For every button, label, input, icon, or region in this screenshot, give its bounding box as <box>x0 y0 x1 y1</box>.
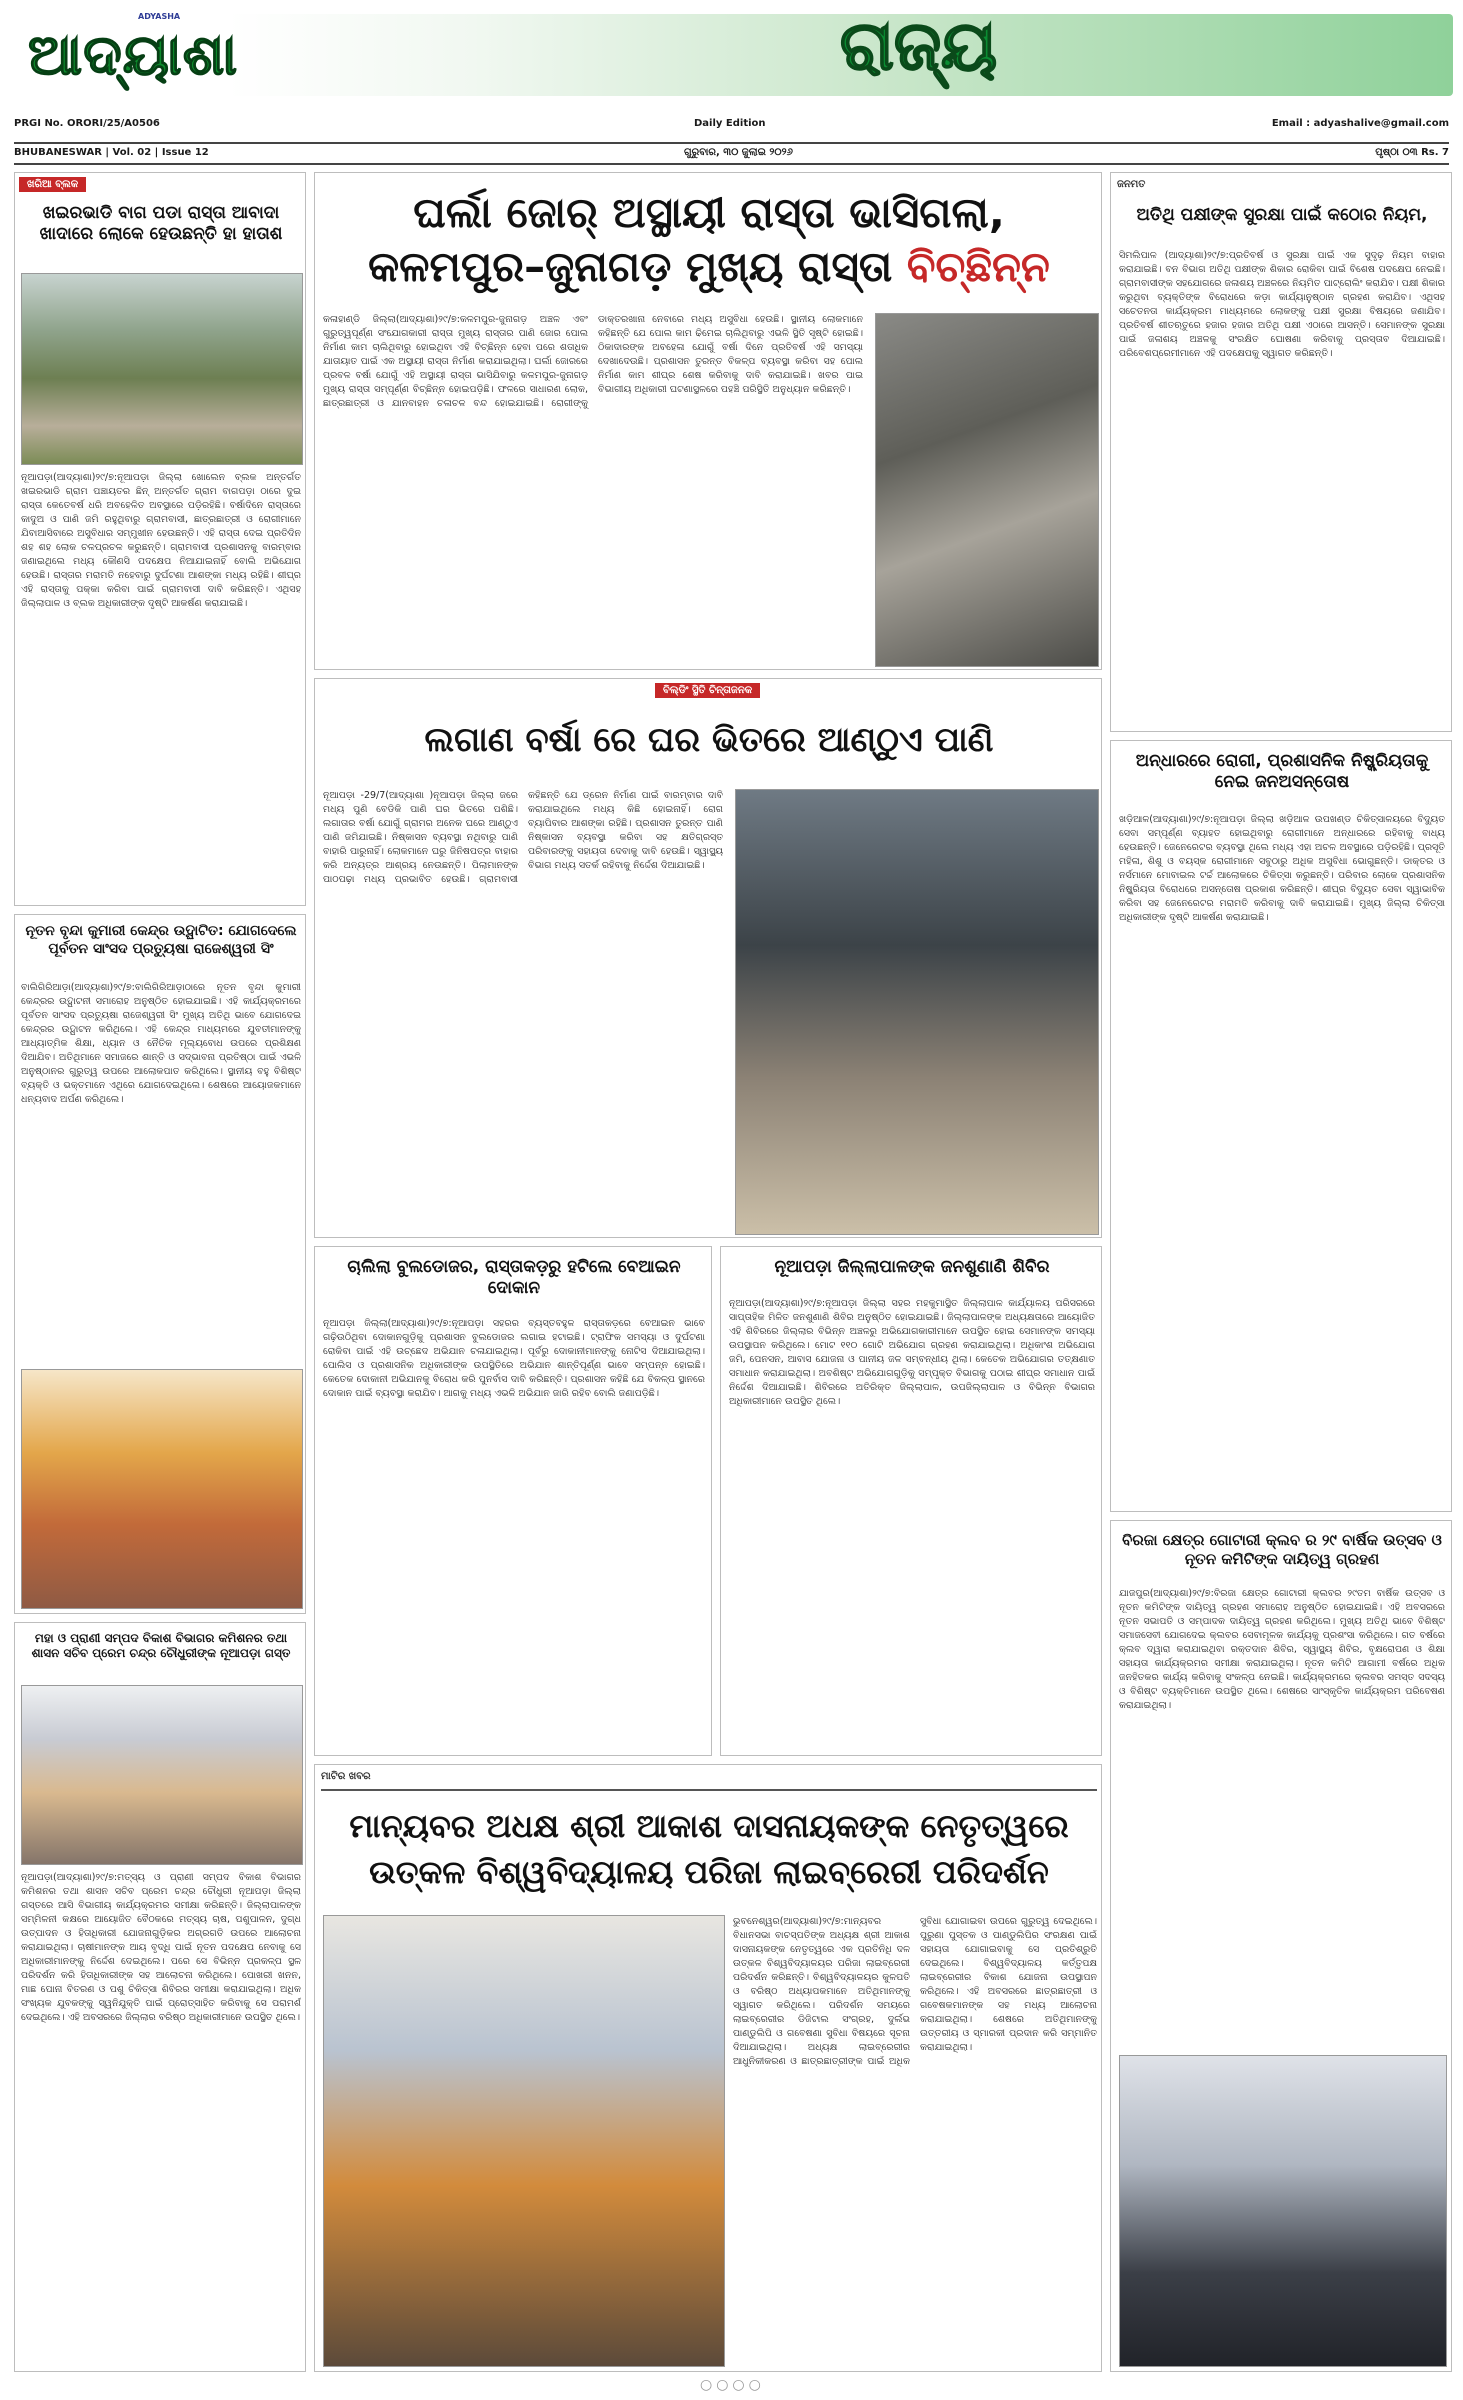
article-body: ନୂଆପଡ଼ା(ଆଦ୍ୟାଶା)୨୯/୭:ନୂଆପଡ଼ା ଜିଲ୍ଲା ସହର ମହକୁମାସ୍ଥିତ ଜିଲ୍ଲାପାଳ କାର୍ଯ୍ୟାଳୟ ପରିସରରେ ସାପ୍ତାହିକ ମିଳିତ ଜନଶୁଣାଣି ଶିବିର ଅନୁଷ୍ଠିତ ହୋଇଯାଇଛି। ଜିଲ୍ଲାପାଳଙ୍କ ଅଧ୍ୟକ୍ଷତାରେ ଆୟୋଜିତ ଏହି ଶିବିରରେ ଜିଲ୍ଲାର ବିଭିନ୍ନ ଅଞ୍ଚଳରୁ ଅଭିଯୋଗକାରୀମାନେ ଉପସ୍ଥିତ ହୋଇ ସେମାନଙ୍କ ସମସ୍ୟା ଉପସ୍ଥାପନ କରିଥିଲେ। ମୋଟ ୧୧୦ ଗୋଟି ଅଭିଯୋଗ ଗ୍ରହଣ କରାଯାଇଥିଲା। ଅଧିକାଂଶ ଅଭିଯୋଗ ଜମି, ପେନସନ, ଆବାସ ଯୋଜନା ଓ ପାନୀୟ ଜଳ ସମ୍ବନ୍ଧୀୟ ଥିଲା। କେତେକ ଅଭିଯୋଗର ତତ୍କ୍ଷଣାତ ସମାଧାନ କରାଯାଇଥିଲା। ଅବଶିଷ୍ଟ ଅଭିଯୋଗଗୁଡ଼ିକୁ ସମ୍ପୃକ୍ତ ବିଭାଗକୁ ପଠାଇ ଶୀଘ୍ର ସମାଧାନ ପାଇଁ ନିର୍ଦ୍ଦେଶ ଦିଆଯାଇଛି। ଶିବିରରେ ଅତିରିକ୍ତ ଜିଲ୍ଲାପାଳ, ଉପଜିଲ୍ଲାପାଳ ଓ ବିଭିନ୍ନ ବିଭାଗର ଅଧିକାରୀମାନେ ଉପସ୍ଥିତ ଥିଲେ। <box>729 1298 1095 1407</box>
article-kalampur-road[interactable] <box>314 172 1102 670</box>
washed-road-photo <box>875 313 1099 667</box>
article-headline: ଅନ୍ଧାରରେ ରୋଗୀ, ପ୍ରଶାସନିକ ନିଷ୍କ୍ରିୟତାକୁ ନେଇ ଜନଅସନ୍ତୋଷ <box>1135 751 1429 793</box>
flooded-house-photo <box>735 789 1099 1235</box>
article-rotary-club[interactable] <box>1110 1520 1452 2372</box>
article-headline: ଚାଲିଲା ବୁଲଡୋଜର, ରାସ୍ତାକଡ଼ରୁ ହଟିଲେ ବେଆଇନ ଦୋକାନ <box>347 1257 681 1299</box>
article-grievance-camp[interactable] <box>720 1246 1102 1756</box>
divider <box>321 1789 1097 1791</box>
article-headline-line1: ଘର୍ଲା ଜୋର୍ ଅସ୍ଥାୟୀ ରାସ୍ତା ଭାସିଗଲା, <box>413 188 1005 237</box>
article-label: ଜନମତ <box>1117 179 1146 190</box>
info-row-top <box>14 118 1449 134</box>
article-headline: ଖଇରଭାଡି ବାଗ ପଡା ରାସ୍ତା ଆବାଦା ଖାଦାରେ ଲୋକେ ହେଉଛନ୍ତି ହା ହାତାଶ <box>39 203 283 245</box>
road-photo <box>21 273 303 465</box>
article-body: ନୂଆପଡ଼ା(ଆଦ୍ୟାଶା)୨୯/୭:ନୂଆପଡ଼ା ଜିଲ୍ଲା ଖୋଲେନ ବ୍ଲକ ଅନ୍ତର୍ଗତ ଖଇରଭାଡି ଗ୍ରାମ ପଞ୍ଚାୟତର ଛିନ୍ ଅନ୍ତର୍ଗତ ଗ୍ରାମ ବାଗପଡ଼ା ଠାରେ ଦୁଇ ରାସ୍ତା କେତେବର୍ଷ ଧରି ଅବହେଳିତ ଅବସ୍ଥାରେ ପଡ଼ିରହିଛି। ବର୍ଷାଦିନେ ରାସ୍ତାରେ କାଦୁଅ ଓ ପାଣି ଜମି ରହୁଥିବାରୁ ଗ୍ରାମବାସୀ, ଛାତ୍ରଛାତ୍ରୀ ଓ ରୋଗୀମାନେ ଯିବାଆସିବାରେ ଅସୁବିଧାର ସମ୍ମୁଖୀନ ହେଉଛନ୍ତି। ଏହି ରାସ୍ତା ଦେଇ ପ୍ରତିଦିନ ଶହ ଶହ ଲୋକ ଚଳପ୍ରଚଳ କରୁଛନ୍ତି। ଗ୍ରାମବାସୀ ପ୍ରଶାସନକୁ ବାରମ୍ବାର ଜଣାଇଥିଲେ ମଧ୍ୟ କୌଣସି ପଦକ୍ଷେପ ନିଆଯାଇନାହିଁ ବୋଲି ଅଭିଯୋଗ ହେଉଛି। ରାସ୍ତାର ମରାମତି ନହେବାରୁ ଦୁର୍ଘଟଣା ଆଶଙ୍କା ମଧ୍ୟ ରହିଛି। ଶୀଘ୍ର ଏହି ରାସ୍ତାକୁ ପକ୍କା କରିବା ପାଇଁ ଗ୍ରାମବାସୀ ଦାବି କରିଛନ୍ତି। ଏଥିସହ ଜିଲ୍ଲାପାଳ ଓ ବ୍ଲକ ଅଧିକାରୀଙ୍କ ଦୃଷ୍ଟି ଆକର୍ଷଣ କରାଯାଇଛି। <box>21 472 301 609</box>
newspaper-logo[interactable] <box>20 8 239 104</box>
article-guest-birds[interactable] <box>1110 172 1452 732</box>
article-headline-line2: ଉତ୍କଳ ବିଶ୍ୱବିଦ୍ୟାଳୟ ପରିଜା ଲାଇବ୍ରେରୀ ପରିଦର୍ଶନ <box>369 1853 1049 1891</box>
article-headline-line2 <box>321 241 1097 293</box>
article-body: ଖଡ଼ିଆଳ(ଆଦ୍ୟାଶା)୨୯/୭:ନୂଆପଡ଼ା ଜିଲ୍ଲା ଖଡ଼ିଆଳ ଉପଖଣ୍ଡ ଚିକିତ୍ସାଳୟରେ ବିଦ୍ୟୁତ ସେବା ସମ୍ପୂର୍ଣ୍ଣ ବ୍ୟାହତ ହୋଇଥିବାରୁ ରୋଗୀମାନେ ଅନ୍ଧାରରେ ରହିବାକୁ ବାଧ୍ୟ ହେଉଛନ୍ତି। ଜେନେରେଟର ବ୍ୟବସ୍ଥା ଥିଲେ ମଧ୍ୟ ଏହା ଅଚଳ ଅବସ୍ଥାରେ ପଡ଼ିରହିଛି। ପ୍ରସୂତି ମହିଳା, ଶିଶୁ ଓ ବୟସ୍କ ରୋଗୀମାନେ ସବୁଠାରୁ ଅଧିକ ଅସୁବିଧା ଭୋଗୁଛନ୍ତି। ଡାକ୍ତର ଓ ନର୍ସମାନେ ମୋବାଇଲ ଟର୍ଚ୍ଚ ଆଲୋକରେ ଚିକିତ୍ସା କରୁଛନ୍ତି। ପରିବାର ଲୋକେ ପ୍ରଶାସନିକ ନିଷ୍କ୍ରିୟତା ବିରୋଧରେ ଅସନ୍ତୋଷ ପ୍ରକାଶ କରିଛନ୍ତି। ଶୀଘ୍ର ବିଦ୍ୟୁତ ସେବା ସ୍ୱାଭାବିକ କରିବା ସହ ଜେନେରେଟର ମରାମତି କରିବାକୁ ଦାବି କରାଯାଇଛି। ମୁଖ୍ୟ ଜିଲ୍ଲା ଚିକିତ୍ସା ଅଧିକାରୀଙ୍କ ଦୃଷ୍ଟି ଆକର୍ଷଣ କରାଯାଇଛି। <box>1119 814 1445 923</box>
library-visit-photo <box>323 1915 725 2367</box>
article-body: ଯାଜପୁର(ଆଦ୍ୟାଶା)୨୯/୭:ବିରଜା କ୍ଷେତ୍ର ଗୋଟାରୀ କ୍ଲବର ୨୯ତମ ବାର୍ଷିକ ଉତ୍ସବ ଓ ନୂତନ କମିଟିଙ୍କ ଦାୟିତ୍ୱ ଗ୍ରହଣ ସମାରୋହ ଅନୁଷ୍ଠିତ ହୋଇଯାଇଛି। ଏହି ଅବସରରେ ନୂତନ ସଭାପତି ଓ ସମ୍ପାଦକ ଦାୟିତ୍ୱ ଗ୍ରହଣ କରିଥିଲେ। ମୁଖ୍ୟ ଅତିଥି ଭାବେ ବିଶିଷ୍ଟ ସମାଜସେବୀ ଯୋଗଦେଇ କ୍ଲବର ସେବାମୂଳକ କାର୍ଯ୍ୟକୁ ପ୍ରଶଂସା କରିଥିଲେ। ଗତ ବର୍ଷରେ କ୍ଲବ ଦ୍ୱାରା କରାଯାଇଥିବା ରକ୍ତଦାନ ଶିବିର, ସ୍ୱାସ୍ଥ୍ୟ ଶିବିର, ବୃକ୍ଷରୋପଣ ଓ ଶିକ୍ଷା ସହାୟତା କାର୍ଯ୍ୟକ୍ରମର ସମୀକ୍ଷା କରାଯାଇଥିଲା। ନୂତନ କମିଟି ଆଗାମୀ ବର୍ଷରେ ଅଧିକ ଜନହିତକର କାର୍ଯ୍ୟ କରିବାକୁ ସଂକଳ୍ପ ନେଇଛି। କାର୍ଯ୍ୟକ୍ରମରେ କ୍ଲବର ସମସ୍ତ ସଦସ୍ୟ ଓ ବିଶିଷ୍ଟ ବ୍ୟକ୍ତିମାନେ ଉପସ୍ଥିତ ଥିଲେ। ଶେଷରେ ସାଂସ୍କୃତିକ କାର୍ଯ୍ୟକ୍ରମ ପରିବେଷଣ କରାଯାଇଥିଲା। <box>1119 1588 1445 1711</box>
article-label: ମାଟିର ଖବର <box>321 1771 371 1782</box>
place-volume-issue: BHUBANESWAR | Vol. 02 | Issue 12 <box>14 147 209 158</box>
logo-tagline: ADYASHA <box>138 12 181 21</box>
article-body: ସିମଲିପାଳ (ଆଦ୍ୟାଶା)୨୯/୭:ପ୍ରତିବର୍ଷ ଓ ସୁରକ୍ଷା ପାଇଁ ଏକ ସୁଦୃଢ଼ ନିୟମ ବାହାର କରାଯାଇଛି। ବନ ବିଭାଗ ଅତିଥି ପକ୍ଷୀଙ୍କ ଶିକାର ରୋକିବା ପାଇଁ ବିଶେଷ ପଦକ୍ଷେପ ନେଇଛି। ଗ୍ରାମବାସୀଙ୍କ ସହଯୋଗରେ ଜଳାଶୟ ଅଞ୍ଚଳରେ ନିୟମିତ ପାଟ୍ରୋଲିଂ କରାଯିବ। ପକ୍ଷୀ ଶିକାର କରୁଥିବା ବ୍ୟକ୍ତିଙ୍କ ବିରୋଧରେ କଡ଼ା କାର୍ଯ୍ୟାନୁଷ୍ଠାନ ଗ୍ରହଣ କରାଯିବ। ଏଥିସହ ସଚେତନତା କାର୍ଯ୍ୟକ୍ରମ ମାଧ୍ୟମରେ ଲୋକଙ୍କୁ ପକ୍ଷୀ ସୁରକ୍ଷା ବିଷୟରେ ଜଣାଯିବ। ପ୍ରତିବର୍ଷ ଶୀତଋତୁରେ ହଜାର ହଜାର ଅତିଥି ପକ୍ଷୀ ଏଠାରେ ଆସନ୍ତି। ସେମାନଙ୍କ ସୁରକ୍ଷା ପାଇଁ ଜଳାଶୟ ଅଞ୍ଚଳକୁ ସଂରକ୍ଷିତ ଘୋଷଣା କରିବାକୁ ପ୍ରସ୍ତାବ ଦିଆଯାଇଛି। ପରିବେଶପ୍ରେମୀମାନେ ଏହି ପଦକ୍ଷେପକୁ ସ୍ୱାଗତ କରିଛନ୍ତି। <box>1119 250 1445 359</box>
article-khairbhadi-road[interactable] <box>14 172 306 906</box>
issue-date: ଗୁରୁବାର, ୩୦ ଜୁଲାଇ ୨୦୨୬ <box>684 147 793 158</box>
article-bulldozer-shops[interactable] <box>314 1246 712 1756</box>
article-headline: ନୂତନ ବୃନ୍ଦା କୁମାରୀ କେନ୍ଦ୍ର ଉଦ୍ଘାଟିତ: ଯୋଗଦେଲେ ପୂର୍ବତନ ସାଂସଦ ପ୍ରତ୍ୟୁଷା ରାଜେଶ୍ୱରୀ ସିଂ <box>25 923 297 957</box>
article-hospital-darkness[interactable] <box>1110 740 1452 1512</box>
article-body: ନୂଆପଡ଼ା(ଆଦ୍ୟାଶା)୨୯/୭:ମତ୍ସ୍ୟ ଓ ପ୍ରାଣୀ ସମ୍ପଦ ବିକାଶ ବିଭାଗର କମିଶନର ତଥା ଶାସନ ସଚିବ ପ୍ରେମ ଚନ୍ଦ୍ର ଚୌଧୁରୀ ନୂଆପଡ଼ା ଜିଲ୍ଲା ଗସ୍ତରେ ଆସି ବିଭାଗୀୟ କାର୍ଯ୍ୟକ୍ରମର ସମୀକ୍ଷା କରିଛନ୍ତି। ଜିଲ୍ଲାପାଳଙ୍କ ସମ୍ମିଳନୀ କକ୍ଷରେ ଆୟୋଜିତ ବୈଠକରେ ମତ୍ସ୍ୟ ଚାଷ, ପଶୁପାଳନ, ଦୁଗ୍ଧ ଉତ୍ପାଦନ ଓ ହିତାଧିକାରୀ ଯୋଜନାଗୁଡ଼ିକର ଅଗ୍ରଗତି ଉପରେ ଆଲୋଚନା କରାଯାଇଥିଲା। ଚାଷୀମାନଙ୍କ ଆୟ ବୃଦ୍ଧି ପାଇଁ ନୂତନ ପଦକ୍ଷେପ ନେବାକୁ ସେ ଅଧିକାରୀମାନଙ୍କୁ ନିର୍ଦ୍ଦେଶ ଦେଇଥିଲେ। ପରେ ସେ ବିଭିନ୍ନ ପ୍ରକଳ୍ପ ସ୍ଥଳ ପରିଦର୍ଶନ କରି ହିତାଧିକାରୀଙ୍କ ସହ ଆଲୋଚନା କରିଥିଲେ। ପୋଖରୀ ଖନନ, ମାଛ ପୋନା ବିତରଣ ଓ ପଶୁ ଚିକିତ୍ସା ଶିବିରର ସମୀକ୍ଷା କରାଯାଇଥିଲା। ଅଧିକ ସଂଖ୍ୟକ ଯୁବକଙ୍କୁ ସ୍ୱନିଯୁକ୍ତି ପାଇଁ ପ୍ରୋତ୍ସାହିତ କରିବାକୁ ସେ ପରାମର୍ଶ ଦେଇଥିଲେ। ଏହି ଅବସରରେ ଜିଲ୍ଲାର ବରିଷ୍ଠ ଅଧିକାରୀମାନେ ଉପସ୍ଥିତ ଥିଲେ। <box>21 1872 301 2023</box>
article-label: ବିଲ୍ଡିଂ ସ୍ଥିତି ଚିନ୍ତାଜନକ <box>655 683 760 698</box>
prgi-number: PRGI No. ORORI/25/A0506 <box>14 118 160 129</box>
info-row-bottom <box>14 142 1449 165</box>
section-title: ରାଜ୍ୟ <box>840 6 998 86</box>
article-body: ବାଲିଗିରିଆଡ଼ା(ଆଦ୍ୟାଶା)୨୯/୭:ବାଲିଗିରିଆଡ଼ାଠାରେ ନୂତନ ବୃନ୍ଦା କୁମାରୀ କେନ୍ଦ୍ରର ଉଦ୍ଘାଟନୀ ସମାରୋହ ଅନୁଷ୍ଠିତ ହୋଇଯାଇଛି। ଏହି କାର୍ଯ୍ୟକ୍ରମରେ ପୂର୍ବତନ ସାଂସଦ ପ୍ରତ୍ୟୁଷା ରାଜେଶ୍ୱରୀ ସିଂ ମୁଖ୍ୟ ଅତିଥି ଭାବେ ଯୋଗଦେଇ କେନ୍ଦ୍ରର ଉଦ୍ଘାଟନ କରିଥିଲେ। ଏହି କେନ୍ଦ୍ର ମାଧ୍ୟମରେ ଯୁବତୀମାନଙ୍କୁ ଆଧ୍ୟାତ୍ମିକ ଶିକ୍ଷା, ଧ୍ୟାନ ଓ ନୈତିକ ମୂଲ୍ୟବୋଧ ଉପରେ ପ୍ରଶିକ୍ଷଣ ଦିଆଯିବ। ଅତିଥିମାନେ ସମାଜରେ ଶାନ୍ତି ଓ ସଦ୍ଭାବନା ପ୍ରତିଷ୍ଠା ପାଇଁ ଏଭଳି ଅନୁଷ୍ଠାନର ଗୁରୁତ୍ୱ ଉପରେ ଆଲୋକପାତ କରିଥିଲେ। ସ୍ଥାନୀୟ ବହୁ ବିଶିଷ୍ଟ ବ୍ୟକ୍ତି ଓ ଭକ୍ତମାନେ ଏଥିରେ ଯୋଗଦେଇଥିଲେ। ଶେଷରେ ଆୟୋଜକମାନେ ଧନ୍ୟବାଦ ଅର୍ପଣ କରିଥିଲେ। <box>21 982 301 1105</box>
article-headline: ନୂଆପଡ଼ା ଜିଲ୍ଲାପାଳଙ୍କ ଜନଶୁଣାଣି ଶିବିର <box>774 1257 1050 1277</box>
article-headline: ବିରଜା କ୍ଷେତ୍ର ଗୋଟାରୀ କ୍ଲବ ର ୨୯ ବାର୍ଷିକ ଉତ୍ସବ ଓ ନୂତନ କମିଟିଙ୍କ ଦାୟିତ୍ୱ ଗ୍ରହଣ <box>1122 1531 1442 1568</box>
article-label: ଖରିଆ ବ୍ଲକ <box>19 177 86 192</box>
meeting-photo <box>21 1685 303 1865</box>
article-fishery-commissioner[interactable] <box>14 1622 306 2372</box>
club-members-photo <box>1119 2055 1447 2367</box>
article-rain-houses[interactable] <box>314 678 1102 1238</box>
headline-red-part: ବିଚ୍ଛିନ୍ନ <box>906 242 1050 291</box>
headline-black-part: କଳମପୁର–ଜୁନାଗଡ଼ ମୁଖ୍ୟ ରାସ୍ତା <box>368 242 893 291</box>
email-address: Email : adyashalive@gmail.com <box>1271 118 1449 129</box>
article-headline: ମହା ଓ ପ୍ରାଣୀ ସମ୍ପଦ ବିକାଶ ବିଭାଗର କମିଶନର ତଥା ଶାସନ ସଚିବ ପ୍ରେମ ଚନ୍ଦ୍ର ଚୌଧୁରୀଙ୍କ ନୂଆପଡ଼ା ଗସ୍ତ <box>31 1631 291 1660</box>
article-headline-line1: ମାନ୍ୟବର ଅଧକ୍ଷ ଶ୍ରୀ ଆକାଶ ଦାସନାୟକଙ୍କ ନେତୃତ୍ୱରେ <box>349 1807 1069 1845</box>
article-body: ନୂଆପଡ଼ା -29/7(ଆଦ୍ୟାଶା )ନୂଆପଡ଼ା ଜିଲ୍ଲା ଜରେ ମଧ୍ୟ ପୁଣି ବେଡିକି ପାଣି ଘର ଭିତରେ ପଶିଛି। ଲଗାତାର ବର୍ଷା ଯୋଗୁଁ ଗ୍ରାମର ଅନେକ ଘରେ ଆଣ୍ଠୁଏ ପାଣି ଜମିଯାଇଛି। ନିଷ୍କାସନ ବ୍ୟବସ୍ଥା ନଥିବାରୁ ପାଣି ବାହାରି ପାରୁନାହିଁ। ଲୋକମାନେ ଘରୁ ଜିନିଷପତ୍ର ବାହାର କରି ଅନ୍ୟତ୍ର ଆଶ୍ରୟ ନେଉଛନ୍ତି। ପିଲାମାନଙ୍କ ପାଠପଢ଼ା ମଧ୍ୟ ପ୍ରଭାବିତ ହେଉଛି। ଗ୍ରାମବାସୀ କହିଛନ୍ତି ଯେ ଡ୍ରେନ ନିର୍ମାଣ ପାଇଁ ବାରମ୍ବାର ଦାବି କରାଯାଇଥିଲେ ମଧ୍ୟ କିଛି ହୋଇନାହିଁ। ରୋଗ ବ୍ୟାପିବାର ଆଶଙ୍କା ରହିଛି। ପ୍ରଶାସନ ତୁରନ୍ତ ପାଣି ନିଷ୍କାସନ ବ୍ୟବସ୍ଥା କରିବା ସହ କ୍ଷତିଗ୍ରସ୍ତ ପରିବାରଙ୍କୁ ସହାୟତା ଦେବାକୁ ଦାବି ହେଉଛି। ସ୍ୱାସ୍ଥ୍ୟ ବିଭାଗ ମଧ୍ୟ ସତର୍କ ରହିବାକୁ ନିର୍ଦ୍ଦେଶ ଦିଆଯାଇଛି। <box>323 790 723 885</box>
inauguration-hall-photo <box>21 1369 303 1609</box>
article-body: ଭୁବନେଶ୍ୱର(ଆଦ୍ୟାଶା)୨୯/୭:ମାନ୍ୟବର ବିଧାନସଭା ବାଚସ୍ପତିଙ୍କ ଅଧ୍ୟକ୍ଷ ଶ୍ରୀ ଆକାଶ ଦାସନାୟକଙ୍କ ନେତୃତ୍ୱରେ ଏକ ପ୍ରତିନିଧି ଦଳ ଉତ୍କଳ ବିଶ୍ୱବିଦ୍ୟାଳୟର ପରିଜା ଲାଇବ୍ରେରୀ ପରିଦର୍ଶନ କରିଛନ୍ତି। ବିଶ୍ୱବିଦ୍ୟାଳୟର କୁଳପତି ଓ ବରିଷ୍ଠ ଅଧ୍ୟାପକମାନେ ଅତିଥିମାନଙ୍କୁ ସ୍ୱାଗତ କରିଥିଲେ। ପରିଦର୍ଶନ ସମୟରେ ଲାଇବ୍ରେରୀର ଡିଜିଟାଲ ସଂଗ୍ରହ, ଦୁର୍ଲଭ ପାଣ୍ଡୁଲିପି ଓ ଗବେଷଣା ସୁବିଧା ବିଷୟରେ ସୂଚନା ଦିଆଯାଇଥିଲା। ଅଧ୍ୟକ୍ଷ ଲାଇବ୍ରେରୀର ଆଧୁନିକୀକରଣ ଓ ଛାତ୍ରଛାତ୍ରୀଙ୍କ ପାଇଁ ଅଧିକ ସୁବିଧା ଯୋଗାଇବା ଉପରେ ଗୁରୁତ୍ୱ ଦେଇଥିଲେ। ପୁରୁଣା ପୁସ୍ତକ ଓ ପାଣ୍ଡୁଲିପିର ସଂରକ୍ଷଣ ପାଇଁ ସହାୟତା ଯୋଗାଇବାକୁ ସେ ପ୍ରତିଶ୍ରୁତି ଦେଇଥିଲେ। ବିଶ୍ୱବିଦ୍ୟାଳୟ କର୍ତ୍ତୃପକ୍ଷ ଲାଇବ୍ରେରୀର ବିକାଶ ଯୋଜନା ଉପସ୍ଥାପନ କରିଥିଲେ। ଏହି ଅବସରରେ ଛାତ୍ରଛାତ୍ରୀ ଓ ଗବେଷକମାନଙ୍କ ସହ ମଧ୍ୟ ଆଲୋଚନା କରାଯାଇଥିଲା। ଶେଷରେ ଅତିଥିମାନଙ୍କୁ ଉତ୍ତରୀୟ ଓ ସ୍ମାରକୀ ପ୍ରଦାନ କରି ସମ୍ମାନିତ କରାଯାଇଥିଲା। <box>733 1916 1097 2067</box>
article-parija-library[interactable] <box>314 1764 1102 2372</box>
page-number-price: ପୃଷ୍ଠା ୦୩ Rs. 7 <box>1375 147 1449 158</box>
article-brinda-kumari-center[interactable] <box>14 914 306 1614</box>
edition-label: Daily Edition <box>694 118 766 129</box>
article-body: କଳାହାଣ୍ଡି ଜିଲ୍ଲା(ଆଦ୍ୟାଶା)୨୯/୭:କଳମପୁର-ଜୁନାଗଡ଼ ଅଞ୍ଚଳ ଏବଂ ଗୁରୁତ୍ୱପୂର୍ଣ୍ଣ ସଂଯୋଗକାରୀ ରାସ୍ତା ମୁଖ୍ୟ ରାସ୍ତାର ପାଣି ଜୋର ପୋଲ ନିର୍ମାଣ କାମ ଚାଲିଥିବାରୁ ହୋଇଥିବା ଏହି ବିଚ୍ଛିନ୍ନ ହେବା ପରେ ଶତାଧିକ ଯାତାୟାତ ପାଇଁ ଏକ ଅସ୍ଥାୟୀ ରାସ୍ତା ନିର୍ମାଣ କରାଯାଇଥିଲା। ଘର୍ଲା ଜୋରରେ ପ୍ରବଳ ବର୍ଷା ଯୋଗୁଁ ଏହି ଅସ୍ଥାୟୀ ରାସ୍ତା ଭାସିଯିବାରୁ କଳମପୁର-ଜୁନାଗଡ଼ ମୁଖ୍ୟ ରାସ୍ତା ସମ୍ପୂର୍ଣ୍ଣ ବିଚ୍ଛିନ୍ନ ହୋଇପଡ଼ିଛି। ଫଳରେ ସାଧାରଣ ଲୋକ, ଛାତ୍ରଛାତ୍ରୀ ଓ ଯାନବାହନ ଚଳାଚଳ ବନ୍ଦ ହୋଇଯାଇଛି। ରୋଗୀଙ୍କୁ ଡାକ୍ତରଖାନା ନେବାରେ ମଧ୍ୟ ଅସୁବିଧା ହେଉଛି। ସ୍ଥାନୀୟ ଲୋକମାନେ କହିଛନ୍ତି ଯେ ପୋଲ କାମ ଢିମେଇ ଚାଲିଥିବାରୁ ଏଭଳି ସ୍ଥିତି ସୃଷ୍ଟି ହୋଇଛି। ଠିକାଦାରଙ୍କ ଅବହେଳା ଯୋଗୁଁ ବର୍ଷା ଦିନେ ପ୍ରତିବର୍ଷ ଏହି ସମସ୍ୟା ଦେଖାଦେଉଛି। ପ୍ରଶାସନ ତୁରନ୍ତ ବିକଳ୍ପ ବ୍ୟବସ୍ଥା କରିବା ସହ ପୋଲ ନିର୍ମାଣ କାମ ଶୀଘ୍ର ଶେଷ କରିବାକୁ ଦାବି କରାଯାଇଛି। ଖବର ପାଇ ବିଭାଗୀୟ ଅଧିକାରୀ ଘଟଣାସ୍ଥଳରେ ପହଞ୍ଚି ପରିସ୍ଥିତି ଅନୁଧ୍ୟାନ କରିଛନ୍ତି। <box>323 314 863 409</box>
page-indicator-dots: ○○○○ <box>700 2377 765 2393</box>
article-headline: ଅତିଥି ପକ୍ଷୀଙ୍କ ସୁରକ୍ଷା ପାଇଁ କଠୋର ନିୟମ, <box>1136 205 1428 225</box>
logo-text: ଆଦ୍ୟାଶା <box>28 22 239 88</box>
article-headline: ଲଗାଣ ବର୍ଷା ରେ ଘର ଭିତରେ ଆଣ୍ଠୁଏ ପାଣି <box>424 720 994 760</box>
article-body: ନୂଆପଡ଼ା ଜିଲ୍ଲା(ଆଦ୍ୟାଶା)୨୯/୭:ନୂଆପଡ଼ା ସହରର ବ୍ୟସ୍ତବହୁଳ ରାସ୍ତାକଡ଼ରେ ବେଆଇନ ଭାବେ ଗଢ଼ିଉଠିଥିବା ଦୋକାନଗୁଡ଼ିକୁ ପ୍ରଶାସନ ବୁଲଡୋଜର ଲଗାଇ ହଟାଇଛି। ଟ୍ରାଫିକ ସମସ୍ୟା ଓ ଦୁର୍ଘଟଣା ରୋକିବା ପାଇଁ ଏହି ଉଚ୍ଛେଦ ଅଭିଯାନ ଚଳାଯାଇଥିଲା। ପୂର୍ବରୁ ଦୋକାନୀମାନଙ୍କୁ ନୋଟିସ ଦିଆଯାଇଥିଲା। ପୋଲିସ ଓ ପ୍ରଶାସନିକ ଅଧିକାରୀଙ୍କ ଉପସ୍ଥିତିରେ ଅଭିଯାନ ଶାନ୍ତିପୂର୍ଣ୍ଣ ଭାବେ ସମ୍ପନ୍ନ ହୋଇଛି। କେତେକ ଦୋକାନୀ ଅଭିଯାନକୁ ବିରୋଧ କରି ପୁନର୍ବାସ ଦାବି କରିଛନ୍ତି। ପ୍ରଶାସନ କହିଛି ଯେ ବିକଳ୍ପ ସ୍ଥାନରେ ଦୋକାନ ପାଇଁ ବ୍ୟବସ୍ଥା କରାଯିବ। ଆଗକୁ ମଧ୍ୟ ଏଭଳି ଅଭିଯାନ ଜାରି ରହିବ ବୋଲି ଜଣାପଡ଼ିଛି। <box>323 1318 705 1399</box>
masthead <box>0 0 1463 112</box>
